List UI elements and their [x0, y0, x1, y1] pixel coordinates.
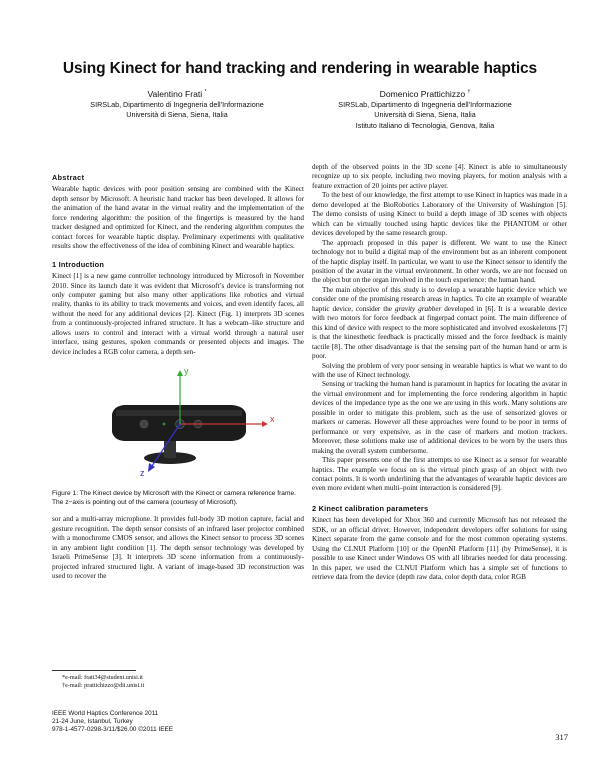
footnote-2: †e-mail: prattichizzo@dii.unisi.it — [62, 682, 145, 689]
paper-title: Using Kinect for hand tracking and rendering in wearable haptics — [62, 60, 538, 77]
abstract-heading: Abstract — [52, 173, 85, 182]
section-1-para-8: Sensing or tracking the human hand is paramount in haptics for locating the avatar in the virtual environment and for implementing the force rendering algorithm in haptic devices of the impedance type as the one we are using in this work. Many solutions are possible in order to mitigate this problem, such as the use of sensorized gloves or markers or cameras. However all these approaches were found to be poor in terms of performance or very expensive, as in the case of markers and motion trackers. Moreover, these solutions make use of additional devices to be worn by the users thus making the overall system cumbersome. — [312, 380, 567, 455]
x-axis-label: x — [270, 414, 275, 425]
author-1 — [52, 86, 302, 121]
section-1-para-1: Kinect [1] is a new game controller technology introduced by Microsoft in November 2010. Since its launch date it was evident that Microsoft’s device is transforming not only computer gaming but also many other applications like robotics and virtual reality, thanks to its ability to track movements and voices, and even identify faces, all without the need for any additional devices [2]. Kinect (Fig. 1) interprets 3D scenes from a continuously-projected infrared structure. It has a webcam–like structure and allows users to control and interact with a virtual world through a natural user interface, using gestures, spoken commands or presented objects and images. The device includes a RGB color camera, a depth sen- — [52, 272, 304, 356]
figure-1 — [52, 362, 304, 484]
author-1-affil-1: SIRSLab, Dipartimento di Ingegneria dell’Informazione — [90, 99, 264, 109]
y-axis-label: y — [184, 366, 189, 377]
footnote-1: *e-mail: frati34@student.unisi.it — [62, 674, 143, 681]
author-2-affil-1: SIRSLab, Dipartimento di Ingegneria dell’Informazione — [338, 99, 512, 109]
footnote-rule — [52, 670, 136, 671]
author-1-mark: * — [204, 89, 207, 95]
z-axis-label: z — [140, 468, 145, 479]
section-1-heading: 1 Introduction — [52, 259, 105, 269]
right-column — [312, 163, 567, 582]
section-2-para-1: Kinect has been developed for Xbox 360 and currently Microsoft has not released the SDK, or an official driver. However, independent developers offer solutions for using Kinect separate from the game console and for the most common operating systems. Using the CLNUI Platform [10] or the OpenNI Platform [11] (by PrimeSense), it is possible to use Kinect under Windows OS with all libraries needed for data processing. In this paper, we used the CLNUI Platform which has a simple set of functions to retrieve data from the device (depth raw data, color depth data, color RGB — [312, 516, 567, 582]
gravity-grabber-term: gravity grabber — [394, 304, 442, 313]
page-number: 317 — [555, 732, 568, 742]
author-2-mark: † — [467, 89, 471, 95]
conference-location: 21-24 June, Istanbul, Turkey — [52, 718, 133, 725]
conference-isbn: 978-1-4577-0298-3/11/$26.00 ©2011 IEEE — [52, 726, 174, 733]
section-1-para-2: sor and a multi-array microphone. It provides full-body 3D motion capture, facial and gesture recognition. The depth sensor consists of an infrared laser projector combined with a monochrome CMOS sensor, and allows the Kinect sensor to process 3D scenes in any ambient light condition [1]. The depth sensor technology was developed by Israeli PrimeSense [3]. It interprets 3D scene information from a continuously-projected infrared structured light. A variant of image-based 3D reconstruction was used to recover the — [52, 515, 304, 581]
status-led — [163, 423, 166, 426]
author-2-affil-3: Istituto Italiano di Tecnologia, Genova, Italia — [355, 120, 495, 130]
section-1-para-3: depth of the observed points in the 3D scene [4]. Kinect is able to simultaneously recognize up to six people, including two moving players, for motion analysis with a feature extraction of 20 joints per active player. — [312, 163, 567, 190]
author-2 — [300, 86, 550, 131]
author-1-affil-2: Università di Siena, Siena, Italia — [126, 110, 228, 120]
kinect-device-image — [52, 362, 304, 484]
author-2-affil-2: Università di Siena, Siena, Italia — [374, 110, 476, 120]
left-column — [52, 163, 304, 582]
conference-info — [52, 710, 173, 734]
section-1-para-7: Solving the problem of very poor sensing in wearable haptics is what we want to do with the use of Kinect technology. — [312, 361, 567, 379]
conference-name: IEEE World Haptics Conference 2011 — [52, 710, 159, 717]
section-1-para-5: The approach proposed in this paper is different. We want to use the Kinect technology not to build a digital map of the environment but as an inherent component of the haptic display itself. In particular, we want to use the Kinect sensor to identify the position of the avatar in the virtual environment. In other words, we are not focused on the object but on the organ involved in the touch experience: the human hand. — [312, 238, 567, 285]
section-1-para-4: To the best of our knowledge, the first attempt to use Kinect in haptics was made in a demo developed at the BioRobotics Laboratory of the University of Washington [5]. The demo consists of using Kinect to build a depth image of 3D scenes with objects which can be virtually touched using haptic devices like the PHANTOM or other devices developed by the same research group. — [312, 191, 568, 238]
section-1-para-9: This paper presents one of the first attempts to use Kinect as a sensor for wearable haptics. The example we focus on is the virtual pinch grasp of an object with two contact points. It is worth underlining that the advantages of wearable haptic devices are even more evident when multi–point interaction is considered [9]. — [312, 456, 567, 493]
figure-1-caption: Figure 1: The Kinect device by Microsoft with the Kinect or camera reference frame. The z−axis is pointing out of the camera (courtesy of Microsoft). — [52, 490, 296, 506]
abstract-text: Wearable haptic devices with poor position sensing are combined with the Kinect depth sensor by Microsoft. A heuristic hand tracker has been developed. It allows for the animation of the hand avatar in the virtual reality and the implementation of the force rendering algorithm: the position of the fingertips is measured by the hand tracker designed and optimized for Kinect, and the rendering algorithm computes the contact forces for wearable haptic display. Preliminary experiments with qualitative results show the effectiveness of the idea of combining Kinect and wearable haptics. — [52, 185, 304, 251]
author-1-name: Valentino Frati — [147, 88, 203, 99]
ir-projector — [140, 420, 148, 428]
author-2-name: Domenico Prattichizzo — [379, 88, 466, 99]
section-2-heading: 2 Kinect calibration parameters — [312, 503, 429, 513]
section-1-para-6: The main objective of this study is to develop a wearable haptic device which we consider one of the promising research areas in haptics. To cite an example of wearable haptic device, consider the gravity grabber developed in [6]. It is a wearable device with two motors for force feedback at fingerpad contact point. The main difference of this kind of device with respect to the more sophisticated and involved exoskeletons [7] is that the kinesthetic feedback is practically missed and the force feedback is mainly tactile [8]. The other disadvantage is that the sensing part of the human hand or arm is poor. — [312, 285, 567, 361]
footnotes — [52, 670, 304, 690]
